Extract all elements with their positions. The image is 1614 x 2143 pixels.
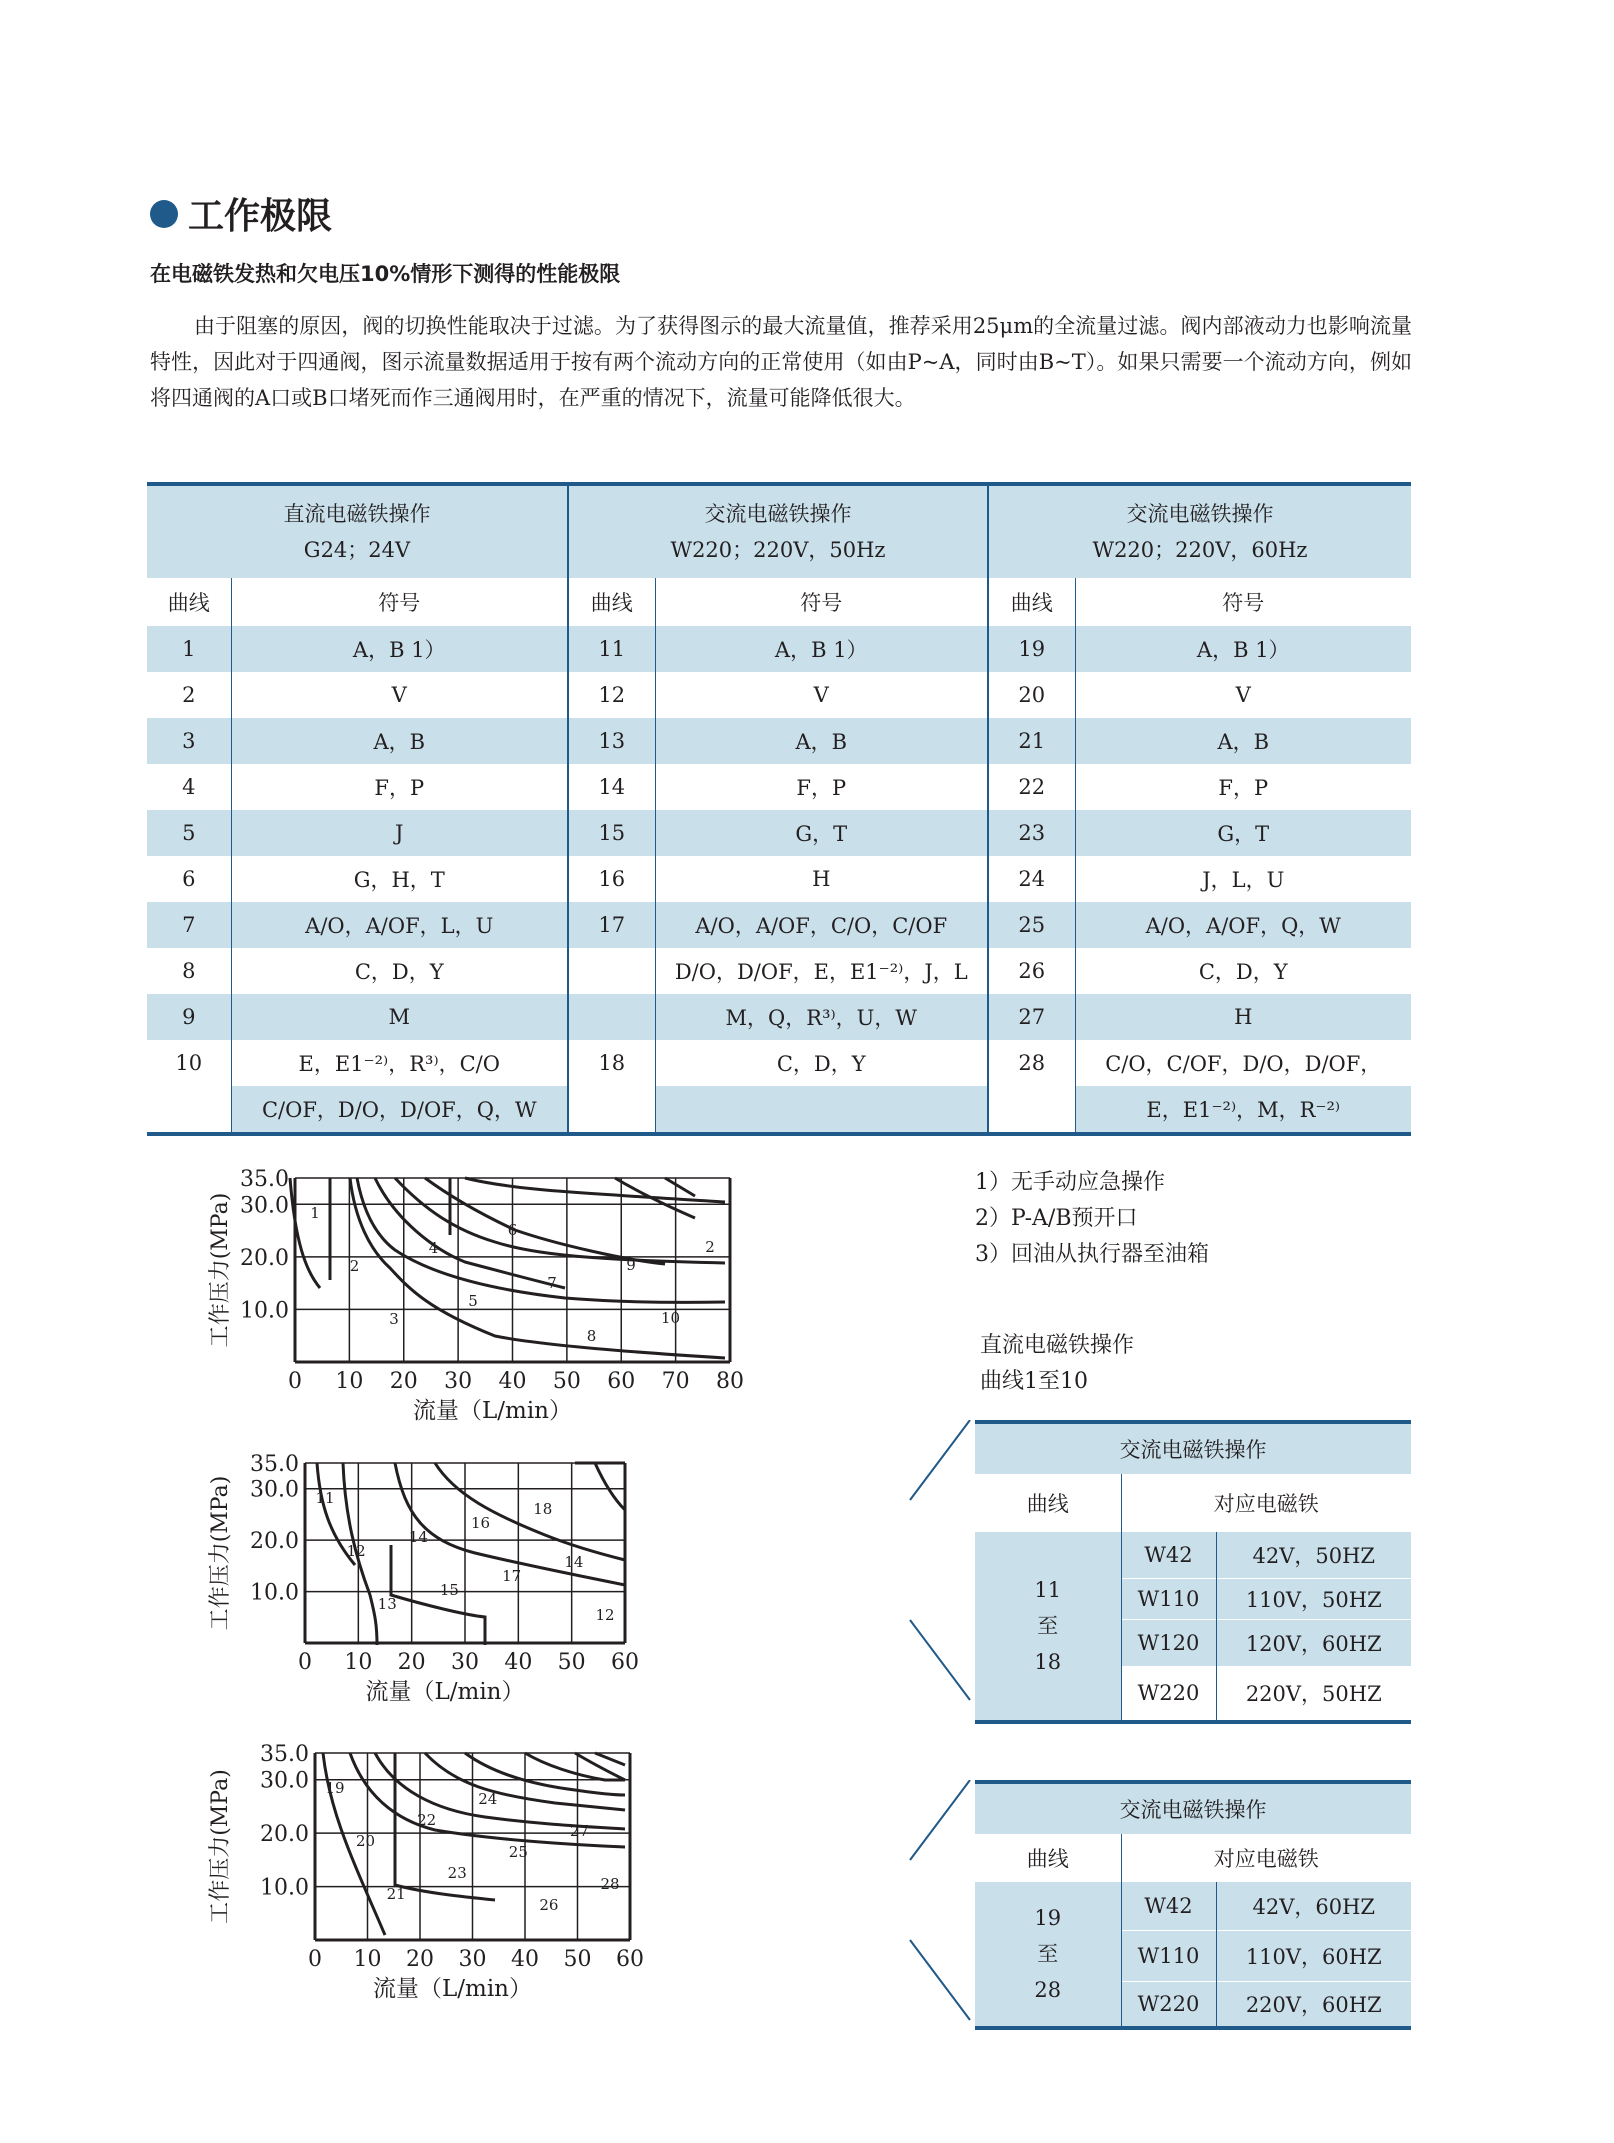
- coil-code: W42: [1121, 1532, 1216, 1579]
- table-row: [147, 810, 1411, 856]
- chart-ac60: [195, 1735, 675, 2025]
- x-tick-label: 60: [611, 1650, 639, 1675]
- symbol-cell: M: [231, 994, 568, 1040]
- coil-table-60: [975, 1780, 1411, 2030]
- symbol-cell: G，T: [655, 810, 988, 856]
- bracket-lines-50: [905, 1420, 975, 1740]
- x-tick-label: 60: [616, 1947, 644, 1972]
- curve-number: 3: [147, 718, 231, 764]
- table-row: [147, 948, 1411, 994]
- coil-table-50: [975, 1420, 1411, 1724]
- curve-number: 7: [147, 902, 231, 948]
- group-header-ac60: [988, 484, 1411, 578]
- symbol-cell: A，B: [1075, 718, 1411, 764]
- x-axis-label: 流量（L/min）: [372, 1976, 533, 2002]
- symbol-cell: E，E1⁻²⁾，R³⁾，C/O: [231, 1040, 568, 1086]
- curve-label: 22: [417, 1811, 437, 1829]
- symbol-cell: F，P: [231, 764, 568, 810]
- symbol-cell: G，T: [1075, 810, 1411, 856]
- coil-code: W42: [1121, 1882, 1216, 1931]
- symbol-cell: C/OF，D/O，D/OF，Q，W: [231, 1086, 568, 1134]
- coil-voltage: 110V，50HZ: [1216, 1579, 1411, 1620]
- symbol-cell: A，B 1）: [231, 626, 568, 672]
- curve-label: 24: [478, 1790, 498, 1808]
- y-tick-label: 30.0: [260, 1768, 309, 1794]
- x-tick-label: 40: [504, 1650, 533, 1675]
- curve-number: 19: [988, 626, 1075, 672]
- table-row: [147, 626, 1411, 672]
- curve-number: 1: [147, 626, 231, 672]
- coil-col-curve: 曲线: [1026, 1847, 1069, 1871]
- curve-label: 25: [508, 1843, 528, 1861]
- x-tick-label: 0: [298, 1650, 312, 1675]
- x-tick-label: 70: [661, 1369, 690, 1394]
- curve-label: 13: [377, 1595, 397, 1613]
- y-tick-label: 30.0: [240, 1193, 289, 1219]
- symbol-cell: [655, 1086, 988, 1134]
- curve-14: [391, 1545, 485, 1645]
- symbol-cell: C，D，Y: [1198, 960, 1288, 984]
- note: 2）P-A/B预开口: [975, 1206, 1138, 1231]
- symbol-cell: A/O，A/OF，C/O，C/OF: [655, 902, 988, 948]
- curve-label: 2: [349, 1257, 360, 1275]
- curve-number: 9: [147, 994, 231, 1040]
- col-header-symbol: 符号: [231, 578, 568, 626]
- coil-voltage: 110V，60HZ: [1216, 1931, 1411, 1982]
- coil-voltage: 220V，60HZ: [1216, 1982, 1411, 2029]
- x-tick-label: 40: [511, 1947, 539, 1972]
- curve-number: [568, 948, 655, 994]
- curve-number: 14: [568, 764, 655, 810]
- curve-number: 2: [147, 672, 231, 718]
- coil-title: 交流电磁铁操作: [975, 1422, 1411, 1474]
- footnotes: [975, 1165, 1209, 1273]
- coil-voltage: 220V，50HZ: [1216, 1666, 1411, 1722]
- curve-number: 10: [147, 1040, 231, 1086]
- x-tick-label: 80: [716, 1369, 744, 1394]
- curve-number: 5: [147, 810, 231, 856]
- curve-24: [465, 1753, 625, 1795]
- group-sub: G24；24V: [303, 538, 411, 562]
- curve-label: 14: [564, 1553, 584, 1571]
- symbol-cell: V: [655, 672, 988, 718]
- x-tick-label: 20: [397, 1650, 426, 1675]
- curve-number: 24: [988, 856, 1075, 902]
- table-row: [147, 764, 1411, 810]
- symbol-cell: F，P: [655, 764, 988, 810]
- y-axis-label: 工作压力(MPa): [208, 1192, 233, 1348]
- symbol-cell: A，B: [231, 718, 568, 764]
- col-header-symbol: 符号: [655, 578, 988, 626]
- dc-label-curves: 曲线1至10: [980, 1369, 1088, 1394]
- y-tick-label: 30.0: [250, 1477, 299, 1503]
- curve-number: 27: [988, 994, 1075, 1040]
- curve-to-label: 至: [1037, 1614, 1059, 1638]
- coil-code: W220: [1121, 1982, 1216, 2029]
- curve-number: 22: [988, 764, 1075, 810]
- x-tick-label: 0: [308, 1947, 322, 1972]
- symbol-cell: H: [1075, 994, 1411, 1040]
- x-tick-label: 40: [498, 1369, 527, 1394]
- table-row: [147, 994, 1411, 1040]
- symbol-cell: G，H，T: [231, 856, 568, 902]
- symbol-cell: A/O，A/OF，L，U: [231, 902, 568, 948]
- symbol-cell: A，B: [655, 718, 988, 764]
- subheading: 在电磁铁发热和欠电压10%情形下测得的性能极限: [150, 262, 621, 286]
- x-tick-label: 60: [607, 1369, 636, 1394]
- curve-from: 11: [1034, 1578, 1062, 1602]
- curve-label: 14: [408, 1528, 428, 1546]
- curve-label: 12: [595, 1606, 615, 1624]
- coil-voltage: 42V，50HZ: [1216, 1532, 1411, 1579]
- curve-16: [435, 1463, 625, 1560]
- coil-title: 交流电磁铁操作: [975, 1782, 1411, 1834]
- y-tick-label: 10.0: [250, 1580, 299, 1606]
- curve-label: 8: [586, 1327, 597, 1345]
- table-row: [147, 1086, 1411, 1134]
- curve-from: 19: [1034, 1906, 1062, 1930]
- symbol-cell: D/O，D/OF，E，E1⁻²⁾，J，L: [655, 948, 988, 994]
- curve-number: 21: [988, 718, 1075, 764]
- curve-number: 28: [988, 1040, 1075, 1086]
- group-header-dc: [147, 484, 568, 578]
- curve-label: 15: [439, 1581, 459, 1599]
- y-tick-label: 35.0: [260, 1742, 309, 1767]
- curve-label: 4: [428, 1239, 439, 1257]
- table-row: [147, 672, 1411, 718]
- curve-number: 25: [988, 902, 1075, 948]
- curve-label: 21: [386, 1885, 406, 1903]
- curve-label: 28: [600, 1875, 620, 1893]
- curve-label: 10: [660, 1309, 681, 1327]
- x-tick-label: 10: [344, 1650, 373, 1675]
- curve-label: 16: [471, 1514, 491, 1532]
- table-row: [147, 718, 1411, 764]
- curve-label: 1: [310, 1204, 320, 1222]
- paragraph-text: 由于阻塞的原因，阀的切换性能取决于过滤。为了获得图示的最大流量值，推荐采用25μm的全流量过滤。阀内部液动力也影响流量特性，因此对于四通阀，图示流量数据适用于按有两个流动方向的正常使用（如由P~A，同时由B~T）。如果只需要一个流动方向，例如将四通阀的A口或B口堵死而作三通阀用时，在严重的情况下，流量可能降低很大。: [150, 314, 1412, 410]
- bullet-icon: [150, 200, 178, 228]
- coil-code: W110: [1121, 1579, 1216, 1620]
- curve-number: 8: [147, 948, 231, 994]
- coil-code: W220: [1121, 1666, 1216, 1722]
- curve-label: 11: [315, 1489, 335, 1507]
- y-tick-label: 20.0: [260, 1822, 309, 1848]
- y-tick-label: 35.0: [250, 1452, 299, 1477]
- table-row: [147, 856, 1411, 902]
- curve-number: 6: [147, 856, 231, 902]
- y-tick-label: 10.0: [260, 1875, 309, 1901]
- note: 3）回油从执行器至油箱: [975, 1242, 1209, 1267]
- bracket-lines-60: [905, 1780, 975, 2040]
- curve-label: 5: [468, 1292, 478, 1310]
- x-tick-label: 30: [444, 1369, 473, 1394]
- curve-label: 7: [547, 1274, 557, 1292]
- symbol-cell: M，Q，R³⁾，U，W: [655, 994, 988, 1040]
- curve-label: 27: [569, 1822, 589, 1840]
- curve-number: 26: [988, 948, 1075, 994]
- symbol-cell: C，D，Y: [231, 948, 568, 994]
- curve-to: 18: [1034, 1650, 1062, 1674]
- coil-code: W120: [1121, 1620, 1216, 1667]
- curve-label: 12: [346, 1542, 366, 1560]
- curve-number: 11: [568, 626, 655, 672]
- curve-number: [568, 1086, 655, 1134]
- coil-col-coil: 对应电磁铁: [1121, 1834, 1411, 1882]
- curve-number: [568, 994, 655, 1040]
- y-axis-label: 工作压力(MPa): [208, 1475, 233, 1631]
- x-tick-label: 10: [353, 1947, 382, 1972]
- curve-number: 13: [568, 718, 655, 764]
- curve-label: 17: [502, 1567, 522, 1585]
- curve-label: 9: [626, 1256, 636, 1274]
- operation-table: [147, 482, 1411, 1136]
- y-tick-label: 35.0: [240, 1167, 289, 1192]
- section-heading: [150, 188, 332, 239]
- heading-text: 工作极限: [188, 196, 333, 237]
- symbol-cell: E，E1⁻²⁾，M，R⁻²⁾: [1075, 1086, 1411, 1134]
- symbol-cell: J: [231, 810, 568, 856]
- curve-label: 6: [507, 1221, 518, 1239]
- curve-label: 19: [325, 1779, 345, 1797]
- curve-9: [665, 1178, 695, 1196]
- y-tick-label: 20.0: [240, 1245, 289, 1271]
- x-axis-label: 流量（L/min）: [365, 1679, 525, 1705]
- coil-voltage: 120V，60HZ: [1216, 1620, 1411, 1667]
- coil-col-coil: 对应电磁铁: [1121, 1474, 1411, 1532]
- symbol-cell: V: [1235, 683, 1251, 707]
- x-tick-label: 0: [288, 1369, 302, 1394]
- curve-25: [525, 1753, 625, 1780]
- symbol-cell: A/O，A/OF，Q，W: [1075, 902, 1411, 948]
- group-title: 直流电磁铁操作: [283, 502, 431, 526]
- table-row: [147, 1040, 1411, 1086]
- symbol-cell: V: [231, 672, 568, 718]
- x-tick-label: 10: [335, 1369, 364, 1394]
- curve-label: 26: [539, 1896, 559, 1914]
- col-header-curve: 曲线: [988, 578, 1075, 626]
- curve-to-label: 至: [1037, 1942, 1059, 1966]
- curve-label: 20: [356, 1832, 376, 1850]
- x-tick-label: 20: [389, 1369, 418, 1394]
- symbol-cell: C/O，C/OF，D/O，D/OF，: [1105, 1052, 1382, 1076]
- chart-dc: [195, 1160, 755, 1440]
- dc-label-title: 直流电磁铁操作: [980, 1333, 1135, 1358]
- intro-paragraph: [150, 308, 1412, 416]
- col-header-curve: 曲线: [568, 578, 655, 626]
- symbol-cell: J，L，U: [1202, 868, 1285, 892]
- x-tick-label: 30: [458, 1947, 487, 1972]
- curve-number: 4: [147, 764, 231, 810]
- x-tick-label: 50: [557, 1650, 586, 1675]
- curve-number: 23: [988, 810, 1075, 856]
- table-row: [147, 902, 1411, 948]
- curve-number: 20: [988, 672, 1075, 718]
- symbol-cell: A，B 1）: [655, 626, 988, 672]
- dc-label: [980, 1328, 1134, 1400]
- curve-number: [147, 1086, 231, 1134]
- curve-number: [988, 1086, 1075, 1134]
- curve-to: 28: [1034, 1978, 1062, 2002]
- symbol-cell: C，D，Y: [655, 1040, 988, 1086]
- symbol-cell: H: [655, 856, 988, 902]
- curve-number: 16: [568, 856, 655, 902]
- curve-label: 2: [705, 1238, 715, 1256]
- symbol-cell: A，B 1）: [1075, 626, 1411, 672]
- coil-curve-range: [975, 1532, 1121, 1722]
- y-tick-label: 10.0: [240, 1298, 289, 1324]
- curve-label: 3: [389, 1310, 399, 1328]
- x-axis-label: 流量（L/min）: [412, 1398, 573, 1424]
- group-title: 交流电磁铁操作: [1126, 502, 1274, 526]
- chart-ac50: [195, 1445, 665, 1725]
- x-tick-label: 50: [563, 1947, 592, 1972]
- curve-label: 23: [447, 1864, 467, 1882]
- curve-number: 12: [568, 672, 655, 718]
- coil-col-curve: 曲线: [1026, 1492, 1069, 1516]
- coil-curve-range: [975, 1882, 1121, 2028]
- group-header-ac50: [568, 484, 988, 578]
- curve-20: [395, 1753, 498, 1900]
- curve-number: 17: [568, 902, 655, 948]
- curve-number: 15: [568, 810, 655, 856]
- coil-voltage: 42V，60HZ: [1216, 1882, 1411, 1931]
- symbol-cell: F，P: [1218, 776, 1269, 800]
- x-tick-label: 20: [406, 1947, 434, 1972]
- y-axis-label: 工作压力(MPa): [208, 1769, 233, 1924]
- curve-number: 18: [568, 1040, 655, 1086]
- group-title: 交流电磁铁操作: [704, 502, 852, 526]
- group-sub: W220；220V，60Hz: [1092, 538, 1308, 562]
- col-header-curve: 曲线: [147, 578, 231, 626]
- curve-28: [595, 1753, 625, 1765]
- col-header-symbol: 符号: [1222, 591, 1265, 615]
- curve-18: [595, 1463, 625, 1510]
- group-sub: W220；220V，50Hz: [670, 538, 886, 562]
- x-tick-label: 50: [552, 1369, 581, 1394]
- x-tick-label: 30: [451, 1650, 479, 1675]
- y-tick-label: 20.0: [250, 1529, 299, 1555]
- curve-label: 18: [533, 1500, 553, 1518]
- note: 1）无手动应急操作: [975, 1170, 1165, 1195]
- coil-code: W110: [1121, 1931, 1216, 1982]
